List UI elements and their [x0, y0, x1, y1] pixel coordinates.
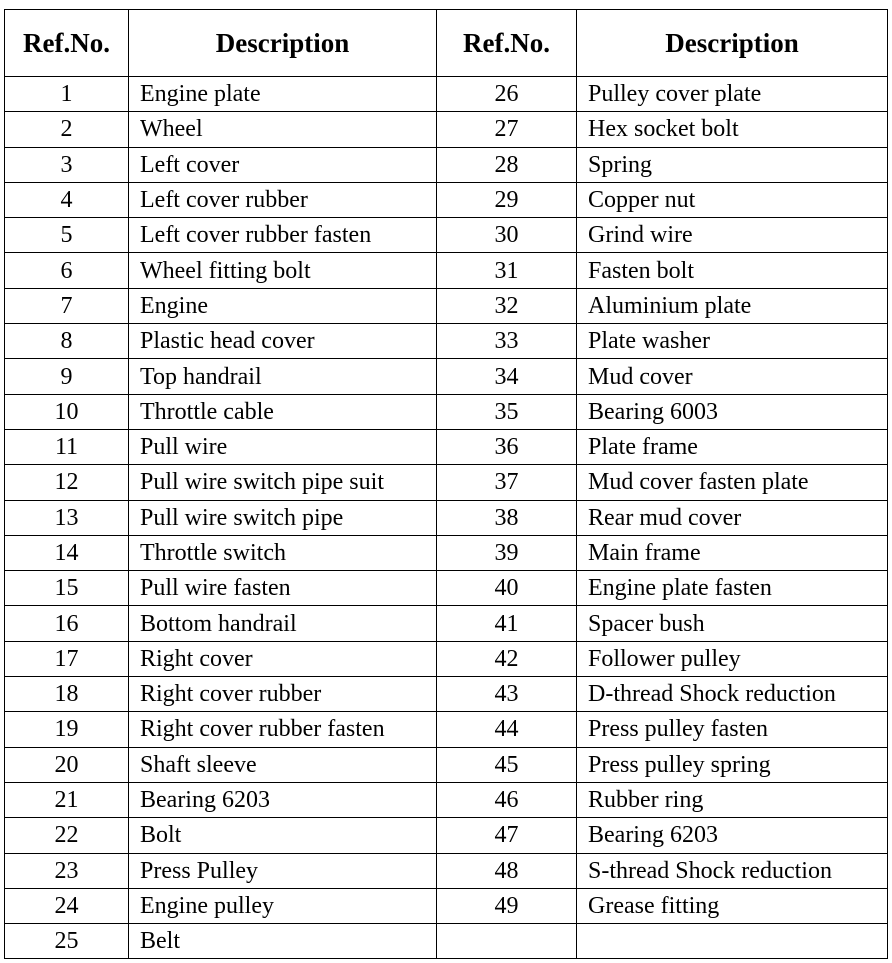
ref-number-left: 13	[5, 500, 129, 535]
description-right: D-thread Shock reduction	[577, 677, 888, 712]
ref-number-left: 15	[5, 571, 129, 606]
description-right	[577, 924, 888, 959]
ref-number-left: 6	[5, 253, 129, 288]
description-left: Left cover rubber fasten	[129, 218, 437, 253]
ref-number-right: 44	[437, 712, 577, 747]
description-left: Pull wire fasten	[129, 571, 437, 606]
description-left: Pull wire switch pipe	[129, 500, 437, 535]
description-right: Fasten bolt	[577, 253, 888, 288]
ref-number-left: 9	[5, 359, 129, 394]
ref-number-left: 11	[5, 429, 129, 464]
table-row	[5, 641, 888, 676]
ref-number-left: 12	[5, 465, 129, 500]
description-right: S-thread Shock reduction	[577, 853, 888, 888]
parts-table	[4, 9, 888, 959]
description-right: Mud cover fasten plate	[577, 465, 888, 500]
ref-number-left: 25	[5, 924, 129, 959]
table-row	[5, 112, 888, 147]
ref-number-right: 38	[437, 500, 577, 535]
description-right: Press pulley fasten	[577, 712, 888, 747]
description-left: Pull wire switch pipe suit	[129, 465, 437, 500]
ref-number-left: 3	[5, 147, 129, 182]
header-ref-left: Ref.No.	[5, 10, 129, 77]
table-row	[5, 77, 888, 112]
description-left: Press Pulley	[129, 853, 437, 888]
description-left: Left cover	[129, 147, 437, 182]
ref-number-right: 34	[437, 359, 577, 394]
ref-number-right: 36	[437, 429, 577, 464]
description-left: Engine pulley	[129, 888, 437, 923]
table-row	[5, 218, 888, 253]
table-row	[5, 500, 888, 535]
table-row	[5, 924, 888, 959]
table-row	[5, 712, 888, 747]
description-right: Plate frame	[577, 429, 888, 464]
ref-number-left: 21	[5, 782, 129, 817]
description-right: Grind wire	[577, 218, 888, 253]
table-row	[5, 606, 888, 641]
description-left: Left cover rubber	[129, 182, 437, 217]
ref-number-right	[437, 924, 577, 959]
description-right: Spring	[577, 147, 888, 182]
description-right: Hex socket bolt	[577, 112, 888, 147]
ref-number-left: 17	[5, 641, 129, 676]
table-row	[5, 359, 888, 394]
table-row	[5, 253, 888, 288]
description-right: Engine plate fasten	[577, 571, 888, 606]
ref-number-left: 7	[5, 288, 129, 323]
table-row	[5, 182, 888, 217]
ref-number-right: 35	[437, 394, 577, 429]
ref-number-left: 2	[5, 112, 129, 147]
description-right: Rear mud cover	[577, 500, 888, 535]
ref-number-right: 32	[437, 288, 577, 323]
ref-number-right: 48	[437, 853, 577, 888]
table-row	[5, 535, 888, 570]
ref-number-right: 33	[437, 324, 577, 359]
ref-number-left: 8	[5, 324, 129, 359]
table-row	[5, 818, 888, 853]
description-right: Plate washer	[577, 324, 888, 359]
description-left: Belt	[129, 924, 437, 959]
description-left: Throttle switch	[129, 535, 437, 570]
table-row	[5, 324, 888, 359]
header-row	[5, 10, 888, 77]
description-left: Bottom handrail	[129, 606, 437, 641]
parts-table-header	[5, 10, 888, 77]
table-row	[5, 465, 888, 500]
description-left: Shaft sleeve	[129, 747, 437, 782]
description-left: Engine plate	[129, 77, 437, 112]
table-row	[5, 429, 888, 464]
ref-number-left: 1	[5, 77, 129, 112]
ref-number-right: 49	[437, 888, 577, 923]
ref-number-left: 16	[5, 606, 129, 641]
description-left: Wheel fitting bolt	[129, 253, 437, 288]
ref-number-left: 18	[5, 677, 129, 712]
description-left: Right cover rubber fasten	[129, 712, 437, 747]
table-row	[5, 147, 888, 182]
ref-number-right: 47	[437, 818, 577, 853]
ref-number-left: 22	[5, 818, 129, 853]
description-left: Bearing 6203	[129, 782, 437, 817]
description-left: Engine	[129, 288, 437, 323]
description-left: Wheel	[129, 112, 437, 147]
ref-number-right: 42	[437, 641, 577, 676]
ref-number-right: 45	[437, 747, 577, 782]
description-left: Throttle cable	[129, 394, 437, 429]
header-ref-right: Ref.No.	[437, 10, 577, 77]
ref-number-left: 14	[5, 535, 129, 570]
ref-number-left: 4	[5, 182, 129, 217]
table-row	[5, 677, 888, 712]
description-left: Right cover rubber	[129, 677, 437, 712]
ref-number-right: 26	[437, 77, 577, 112]
ref-number-left: 5	[5, 218, 129, 253]
description-right: Spacer bush	[577, 606, 888, 641]
table-row	[5, 571, 888, 606]
description-left: Plastic head cover	[129, 324, 437, 359]
ref-number-left: 23	[5, 853, 129, 888]
description-right: Press pulley spring	[577, 747, 888, 782]
ref-number-right: 31	[437, 253, 577, 288]
description-left: Pull wire	[129, 429, 437, 464]
description-right: Copper nut	[577, 182, 888, 217]
description-left: Right cover	[129, 641, 437, 676]
description-right: Pulley cover plate	[577, 77, 888, 112]
table-row	[5, 782, 888, 817]
description-left: Top handrail	[129, 359, 437, 394]
ref-number-right: 30	[437, 218, 577, 253]
ref-number-left: 20	[5, 747, 129, 782]
table-row	[5, 853, 888, 888]
description-right: Bearing 6003	[577, 394, 888, 429]
description-right: Aluminium plate	[577, 288, 888, 323]
header-description-left: Description	[129, 10, 437, 77]
description-right: Grease fitting	[577, 888, 888, 923]
ref-number-right: 28	[437, 147, 577, 182]
description-left: Bolt	[129, 818, 437, 853]
description-right: Follower pulley	[577, 641, 888, 676]
table-row	[5, 394, 888, 429]
table-row	[5, 747, 888, 782]
ref-number-right: 27	[437, 112, 577, 147]
ref-number-right: 40	[437, 571, 577, 606]
ref-number-left: 10	[5, 394, 129, 429]
ref-number-left: 19	[5, 712, 129, 747]
description-right: Bearing 6203	[577, 818, 888, 853]
ref-number-left: 24	[5, 888, 129, 923]
description-right: Rubber ring	[577, 782, 888, 817]
ref-number-right: 29	[437, 182, 577, 217]
table-row	[5, 888, 888, 923]
table-row	[5, 288, 888, 323]
ref-number-right: 46	[437, 782, 577, 817]
ref-number-right: 37	[437, 465, 577, 500]
description-right: Main frame	[577, 535, 888, 570]
parts-table-body	[5, 77, 888, 959]
ref-number-right: 43	[437, 677, 577, 712]
ref-number-right: 39	[437, 535, 577, 570]
header-description-right: Description	[577, 10, 888, 77]
description-right: Mud cover	[577, 359, 888, 394]
ref-number-right: 41	[437, 606, 577, 641]
